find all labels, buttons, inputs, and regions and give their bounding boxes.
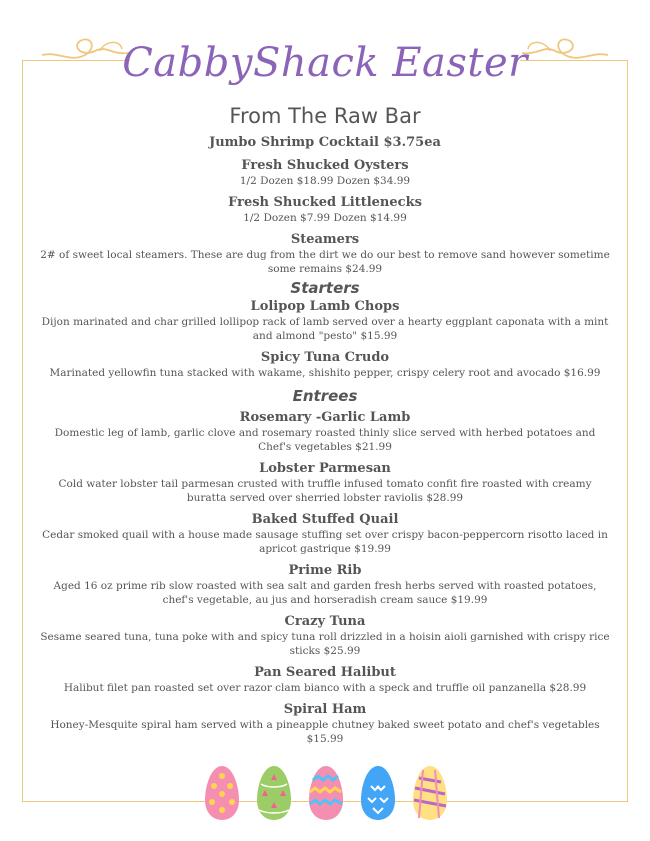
starters-heading: Starters	[290, 279, 360, 297]
menu-content	[40, 103, 610, 752]
menu-item	[40, 701, 610, 746]
menu-item	[40, 298, 610, 343]
item-description: Marinated yellowfin tuna stacked with wakame, shishito pepper, crispy celery root and avocado $16.99	[49, 367, 601, 379]
item-description: Honey-Mesquite spiral ham served with a pineapple chutney baked sweet potato and chef's vegetables $15.99	[50, 719, 600, 745]
green-flower-egg-icon	[255, 764, 293, 822]
menu-item	[40, 409, 610, 454]
item-name: Pan Seared Halibut	[254, 665, 396, 680]
menu-item	[40, 511, 610, 556]
yellow-plaid-egg-icon	[411, 764, 449, 822]
pink-zigzag-egg-icon	[307, 764, 345, 822]
item-name: Lobster Parmesan	[259, 461, 391, 476]
item-name: Baked Stuffed Quail	[251, 512, 399, 527]
item-name: Rosemary -Garlic Lamb	[239, 410, 411, 425]
item-description: 2# of sweet local steamers. These are dug from the dirt we do our best to remove sand however sometime some remains $24.99	[40, 249, 610, 275]
menu-item	[40, 231, 610, 276]
item-name: Fresh Shucked Oysters	[241, 158, 409, 173]
item-name: Spicy Tuna Crudo	[260, 350, 390, 365]
item-name: Steamers	[290, 232, 360, 247]
page-title: CabbyShack Easter	[122, 40, 528, 86]
entrees-heading: Entrees	[292, 387, 358, 405]
item-name: Crazy Tuna	[284, 614, 366, 629]
item-description: 1/2 Dozen $18.99 Dozen $34.99	[239, 175, 411, 187]
menu-item	[40, 349, 610, 380]
item-description: Domestic leg of lamb, garlic clove and rosemary roasted thinly slice served with herbed potatoes and Chef's vegetables $21.99	[54, 427, 596, 453]
easter-eggs-decoration	[0, 764, 650, 826]
menu-item	[40, 664, 610, 695]
blue-bird-egg-icon	[359, 764, 397, 822]
item-description: Aged 16 oz prime rib slow roasted with sea salt and garden fresh herbs served with roasted potatoes, chef's vegetable, au jus and horseradish cream sauce $19.99	[53, 580, 597, 606]
item-description: Sesame seared tuna, tuna poke with and spicy tuna roll drizzled in a hoisin aioli garnished with crispy rice sticks $25.99	[40, 631, 610, 657]
item-name: Prime Rib	[288, 563, 362, 578]
item-description: Dijon marinated and char grilled lollipop rack of lamb served over a hearty eggplant caponata with a mint and almond "pesto" $15.99	[41, 316, 609, 342]
menu-item	[40, 157, 610, 188]
menu-item	[40, 194, 610, 225]
item-name: Spiral Ham	[283, 702, 367, 717]
menu-item	[40, 134, 610, 151]
menu-item	[40, 460, 610, 505]
item-description: Cold water lobster tail parmesan crusted with truffle infused tomato confit fire roasted with creamy buratta served over sherried lobster raviolis $28.99	[58, 478, 592, 504]
menu-item	[40, 562, 610, 607]
menu-item	[40, 613, 610, 658]
item-name: Lolipop Lamb Chops	[250, 299, 400, 314]
raw-bar-heading: From The Raw Bar	[229, 104, 421, 128]
pink-dotted-egg-icon	[203, 764, 241, 822]
item-description: 1/2 Dozen $7.99 Dozen $14.99	[243, 212, 407, 224]
item-name: Fresh Shucked Littlenecks	[228, 195, 422, 210]
item-description: Halibut filet pan roasted set over razor clam bianco with a speck and truffle oil panzanella $28.99	[63, 682, 587, 694]
item-description: Cedar smoked quail with a house made sausage stuffing set over crispy bacon-peppercorn risotto laced in apricot gastrique $19.99	[42, 529, 608, 555]
item-name: Jumbo Shrimp Cocktail $3.75ea	[209, 135, 441, 150]
